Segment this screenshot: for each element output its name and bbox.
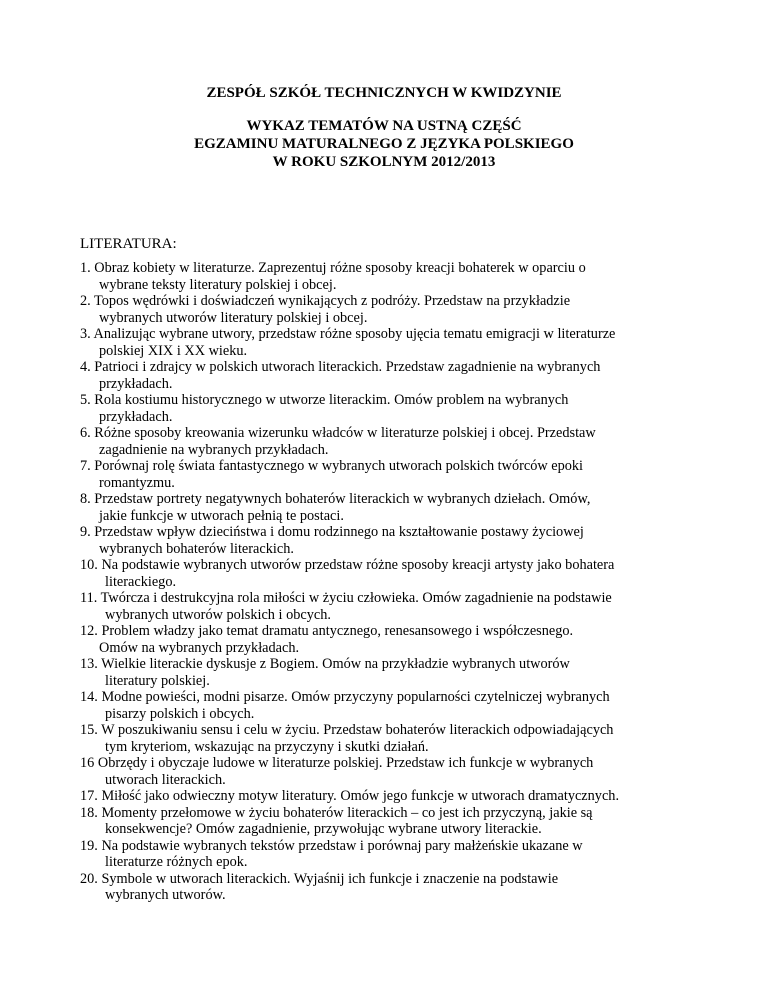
topic-line: konsekwencje? Omów zagadnienie, przywołując wybrane utwory literackie. <box>105 821 542 837</box>
topic-line: pisarzy polskich i obcych. <box>105 705 255 722</box>
topic-line: 20. Symbole w utworach literackich. Wyjaśnij ich funkcje i znaczenie na podstawie <box>80 870 559 887</box>
topic-item <box>80 871 700 904</box>
topic-line: 2. Topos wędrówki i doświadczeń wynikających z podróży. Przedstaw na przykładzie <box>80 293 571 309</box>
topic-item <box>80 788 700 805</box>
topic-line: 14. Modne powieści, modni pisarze. Omów przyczyny popularności czytelniczej wybranych <box>80 689 610 705</box>
topic-line: 15. W poszukiwaniu sensu i celu w życiu. Przedstaw bohaterów literackich odpowiadających <box>80 722 614 738</box>
topic-item <box>80 838 700 871</box>
topic-line: przykładach. <box>99 408 173 425</box>
topic-line: polskiej XIX i XX wieku. <box>99 342 248 359</box>
section-heading: LITERATURA: <box>80 236 177 252</box>
topic-line: przykładach. <box>99 375 173 392</box>
topic-item <box>80 805 700 838</box>
topic-line: wybranych utworów literatury polskiej i obcej. <box>99 309 368 326</box>
title-line: EGZAMINU MATURALNEGO Z JĘZYKA POLSKIEGO <box>194 136 574 152</box>
topic-item <box>80 359 700 392</box>
topic-line: utworach literackich. <box>105 771 226 788</box>
topic-line: literaturze różnych epok. <box>105 854 248 870</box>
topic-line: 3. Analizując wybrane utwory, przedstaw różne sposoby ujęcia tematu emigracji w literaturze <box>80 326 616 342</box>
topic-line: 13. Wielkie literackie dyskusje z Bogiem. Omów na przykładzie wybranych utworów <box>80 656 570 672</box>
topic-line: zagadnienie na wybranych przykładach. <box>99 441 329 458</box>
topic-line: 19. Na podstawie wybranych tekstów przedstaw i porównaj pary małżeńskie ukazane w <box>80 837 583 854</box>
topic-line: 1. Obraz kobiety w literaturze. Zaprezentuj różne sposoby kreacji bohaterek w oparciu o <box>80 260 586 276</box>
topic-item <box>80 722 700 755</box>
topic-line: 10. Na podstawie wybranych utworów przedstaw różne sposoby kreacji artysty jako bohatera <box>80 557 615 573</box>
topic-line: 6. Różne sposoby kreowania wizerunku władców w literaturze polskiej i obcej. Przedstaw <box>80 425 596 441</box>
topic-line: 18. Momenty przełomowe w życiu bohaterów literackich – co jest ich przyczyną, jakie są <box>80 804 593 821</box>
topic-line: wybranych utworów. <box>105 887 226 903</box>
title-line: W ROKU SZKOLNYM 2012/2013 <box>272 154 496 170</box>
topic-line: Omów na wybranych przykładach. <box>99 639 300 656</box>
topic-line: 4. Patrioci i zdrajcy w polskich utworach literackich. Przedstaw zagadnienie na wybranych <box>80 359 601 375</box>
topic-item <box>80 623 700 656</box>
topic-line: tym kryteriom, wskazując na przyczyny i skutki działań. <box>105 738 429 755</box>
topic-line: wybrane teksty literatury polskiej i obcej. <box>99 276 337 293</box>
topic-item <box>80 524 700 557</box>
topic-line: 9. Przedstaw wpływ dzieciństwa i domu rodzinnego na kształtowanie postawy życiowej <box>80 524 584 540</box>
topic-item <box>80 689 700 722</box>
topic-item <box>80 557 700 590</box>
topic-line: 12. Problem władzy jako temat dramatu antycznego, renesansowego i współczesnego. <box>80 623 574 639</box>
topic-item <box>80 755 700 788</box>
topic-item <box>80 458 700 491</box>
school-name: ZESPÓŁ SZKÓŁ TECHNICZNYCH W KWIDZYNIE <box>206 85 562 101</box>
topic-item <box>80 326 700 359</box>
topic-list <box>80 260 700 904</box>
topic-item <box>80 656 700 689</box>
topic-item <box>80 590 700 623</box>
topic-item <box>80 392 700 425</box>
topic-item <box>80 425 700 458</box>
topic-line: 16 Obrzędy i obyczaje ludowe w literaturze polskiej. Przedstaw ich funkcje w wybranych <box>80 755 594 771</box>
document-title <box>0 117 768 171</box>
topic-line: literatury polskiej. <box>105 672 210 689</box>
topic-line: jakie funkcje w utworach pełnią te postaci. <box>99 507 344 524</box>
topic-line: 11. Twórcza i destrukcyjna rola miłości w życiu człowieka. Omów zagadnienie na podstawie <box>80 590 612 606</box>
topic-line: 17. Miłość jako odwieczny motyw literatury. Omów jego funkcje w utworach dramatycznych. <box>80 788 620 804</box>
topic-line: 5. Rola kostiumu historycznego w utworze literackim. Omów problem na wybranych <box>80 392 569 408</box>
title-line: WYKAZ TEMATÓW NA USTNĄ CZĘŚĆ <box>246 118 522 134</box>
topic-item <box>80 491 700 524</box>
topic-item <box>80 260 700 293</box>
topic-line: wybranych utworów polskich i obcych. <box>105 606 331 623</box>
topic-line: wybranych bohaterów literackich. <box>99 540 294 557</box>
topic-line: literackiego. <box>105 573 177 590</box>
topic-item <box>80 293 700 326</box>
topic-line: romantyzmu. <box>99 474 175 491</box>
topic-line: 8. Przedstaw portrety negatywnych bohaterów literackich w wybranych dziełach. Omów, <box>80 491 591 507</box>
topic-line: 7. Porównaj rolę świata fantastycznego w wybranych utworach polskich twórców epoki <box>80 458 584 474</box>
